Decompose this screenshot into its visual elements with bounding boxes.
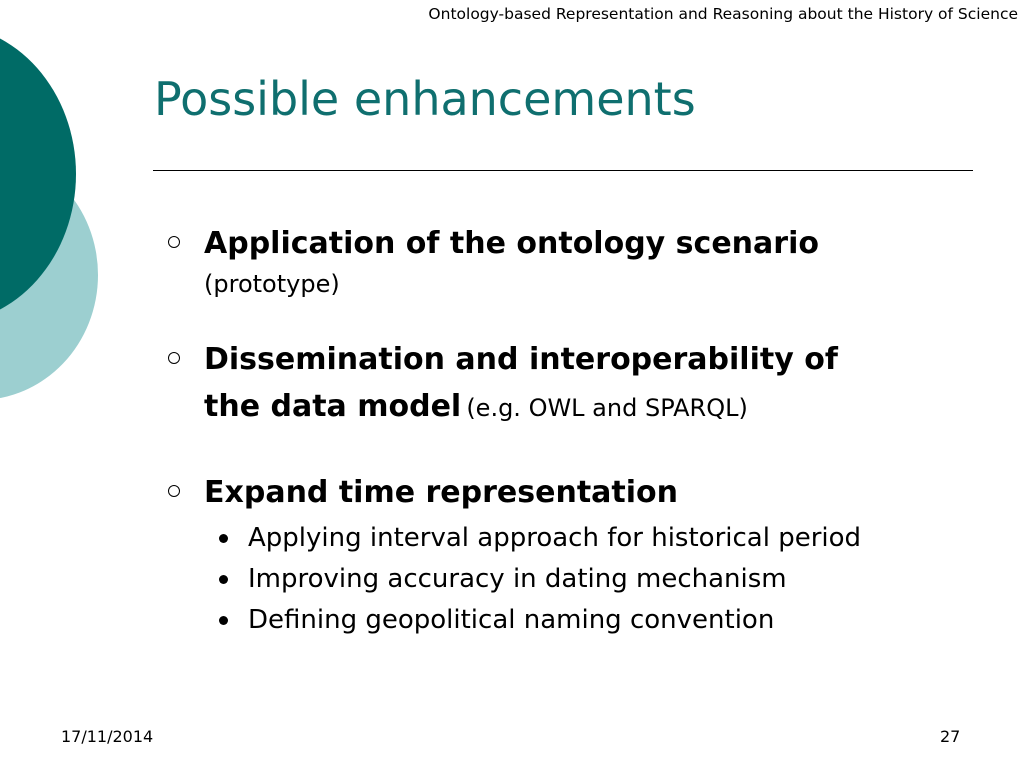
footer-date: 17/11/2014 bbox=[61, 727, 154, 746]
bullet-item-1 bbox=[162, 222, 962, 299]
title-divider bbox=[153, 170, 973, 171]
sub-bullet-text: Defining geopolitical naming convention bbox=[248, 605, 775, 635]
bullet-2-note: (e.g. OWL and SPARQL) bbox=[466, 394, 748, 422]
sub-bullet-item bbox=[204, 559, 962, 600]
sub-bullet-item bbox=[204, 600, 962, 641]
bullet-list bbox=[162, 222, 962, 641]
slide-title: Possible enhancements bbox=[154, 72, 696, 126]
bullet-1-note: (prototype) bbox=[204, 270, 340, 298]
hollow-circle-bullet-icon bbox=[168, 485, 180, 497]
sub-bullet-item bbox=[204, 518, 962, 559]
bullet-2-bold-line2: the data model bbox=[204, 389, 462, 424]
hollow-circle-bullet-icon bbox=[168, 236, 180, 248]
bullet-3-bold: Expand time representation bbox=[204, 475, 679, 510]
filled-dot-bullet-icon bbox=[219, 575, 228, 584]
filled-dot-bullet-icon bbox=[219, 534, 228, 543]
bullet-1-bold: Application of the ontology scenario bbox=[204, 226, 819, 261]
hollow-circle-bullet-icon bbox=[168, 352, 180, 364]
page-number: 27 bbox=[940, 727, 961, 746]
sub-bullet-text: Improving accuracy in dating mechanism bbox=[248, 564, 787, 594]
sub-bullet-list bbox=[204, 518, 962, 641]
bullet-item-2 bbox=[162, 338, 962, 432]
filled-dot-bullet-icon bbox=[219, 616, 228, 625]
bullet-item-3 bbox=[162, 471, 962, 641]
slide-header: Ontology-based Representation and Reasoning about the History of Science bbox=[428, 5, 1018, 23]
sub-bullet-text: Applying interval approach for historical period bbox=[248, 523, 862, 553]
bullet-2-bold-line1: Dissemination and interoperability of bbox=[204, 342, 838, 377]
